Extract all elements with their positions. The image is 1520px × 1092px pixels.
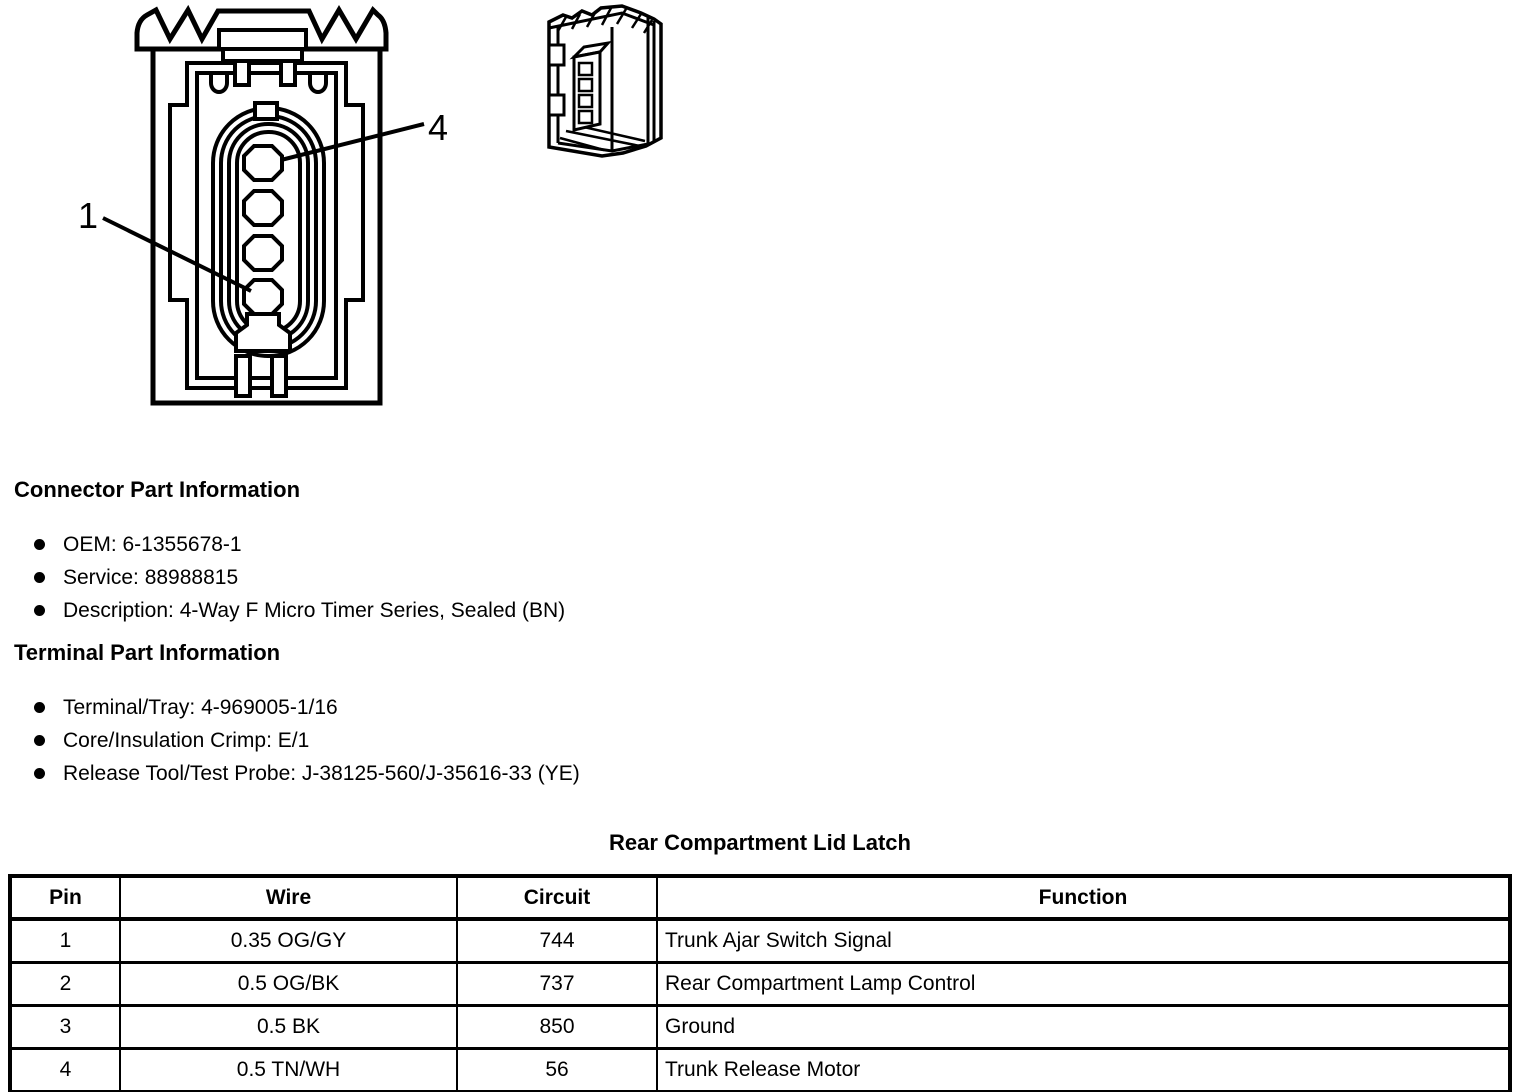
function-cell: Rear Compartment Lamp Control [657, 963, 1510, 1006]
circuit-cell: 56 [457, 1049, 657, 1092]
terminal-release-tool-text: Release Tool/Test Probe: J-38125-560/J-35616-33 (YE) [63, 761, 580, 785]
function-cell: Ground [657, 1006, 1510, 1049]
wire-cell: 0.5 OG/BK [120, 963, 457, 1006]
connector-info-heading: Connector Part Information [14, 477, 301, 502]
pin-cavity-4 [244, 146, 282, 180]
terminal-tray-text: Terminal/Tray: 4-969005-1/16 [63, 695, 338, 719]
table-row [10, 1049, 1510, 1092]
list-item [34, 528, 565, 561]
connector-front-view-figure [55, 0, 470, 420]
pin-cell: 3 [10, 1006, 120, 1049]
bullet-icon [34, 539, 45, 550]
terminal-crimp-text: Core/Insulation Crimp: E/1 [63, 728, 310, 752]
pin-cavity-1 [244, 280, 282, 314]
connector-oem-text: OEM: 6-1355678-1 [63, 532, 242, 556]
bullet-icon [34, 735, 45, 746]
pin-cell: 4 [10, 1049, 120, 1092]
list-item [34, 724, 580, 757]
column-header-wire: Wire [120, 876, 457, 919]
circuit-cell: 744 [457, 919, 657, 963]
list-item [34, 757, 580, 790]
table-row [10, 1006, 1510, 1049]
wire-cell: 0.5 BK [120, 1006, 457, 1049]
wire-cell: 0.5 TN/WH [120, 1049, 457, 1092]
pinout-table-title: Rear Compartment Lid Latch [609, 830, 911, 855]
bullet-icon [34, 605, 45, 616]
function-cell: Trunk Ajar Switch Signal [657, 919, 1510, 963]
pinout-table [8, 874, 1512, 1092]
terminal-info-list [34, 691, 580, 790]
bullet-icon [34, 572, 45, 583]
function-cell: Trunk Release Motor [657, 1049, 1510, 1092]
column-header-function: Function [657, 876, 1510, 919]
wire-cell: 0.35 OG/GY [120, 919, 457, 963]
column-header-circuit: Circuit [457, 876, 657, 919]
terminal-info-heading: Terminal Part Information [14, 640, 281, 665]
connector-isometric-figure [528, 0, 673, 168]
circuit-cell: 737 [457, 963, 657, 1006]
callout-label-1: 1 [78, 195, 99, 236]
connector-info-list [34, 528, 565, 627]
table-row [10, 919, 1510, 963]
column-header-pin: Pin [10, 876, 120, 919]
list-item [34, 561, 565, 594]
pin-cavity-3 [244, 191, 282, 225]
bullet-icon [34, 768, 45, 779]
connector-description-text: Description: 4-Way F Micro Timer Series, Sealed (BN) [63, 598, 566, 622]
pin-cell: 2 [10, 963, 120, 1006]
list-item [34, 691, 580, 724]
callout-label-4: 4 [428, 107, 449, 148]
bullet-icon [34, 702, 45, 713]
isometric-clip-lower [549, 95, 564, 115]
list-item [34, 594, 565, 627]
connector-service-text: Service: 88988815 [63, 565, 239, 589]
pin-cell: 1 [10, 919, 120, 963]
pin-cavity-2 [244, 236, 282, 270]
table-header-row [10, 876, 1510, 919]
isometric-clip-upper [549, 45, 564, 65]
circuit-cell: 850 [457, 1006, 657, 1049]
table-row [10, 963, 1510, 1006]
isometric-housing [549, 6, 661, 156]
